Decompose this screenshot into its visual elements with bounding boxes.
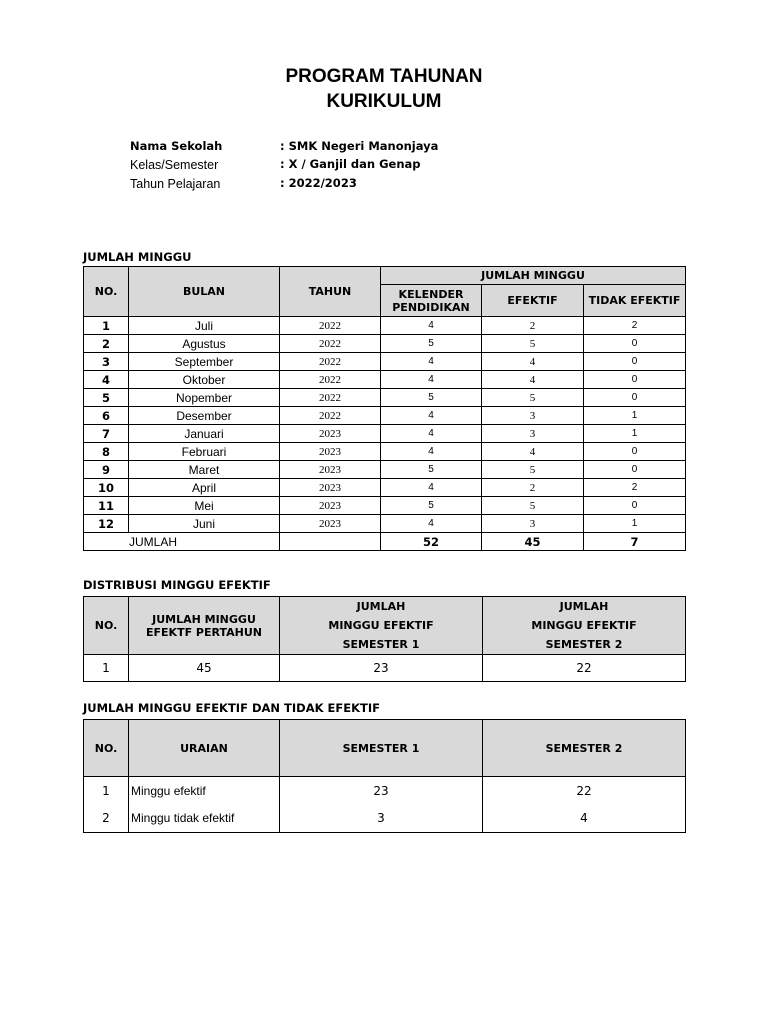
class-label: Kelas/Semester — [130, 158, 219, 172]
row-tahun: 2023 — [280, 497, 381, 515]
month-row — [84, 335, 686, 353]
row-kalender: 4 — [381, 317, 482, 335]
row-tahun: 2023 — [280, 443, 381, 461]
sum-sem1: 23 — [280, 777, 483, 805]
row-no: 7 — [84, 425, 129, 443]
summary-row — [84, 805, 686, 833]
row-tahun: 2022 — [280, 389, 381, 407]
sum-sem2: 4 — [483, 805, 686, 833]
row-tidak-efektif: 1 — [584, 515, 686, 533]
dist-header-sem2 — [483, 597, 686, 655]
row-tidak-efektif: 0 — [584, 353, 686, 371]
row-tidak-efektif: 0 — [584, 461, 686, 479]
row-bulan: Oktober — [129, 371, 280, 389]
month-row — [84, 353, 686, 371]
dist-header-sem2-line1: JUMLAH — [559, 600, 609, 613]
row-kalender: 5 — [381, 389, 482, 407]
row-no: 12 — [84, 515, 129, 533]
header-jumlah-minggu: JUMLAH MINGGU — [381, 267, 686, 285]
row-kalender: 4 — [381, 353, 482, 371]
row-kalender: 4 — [381, 407, 482, 425]
year-value: : 2022/2023 — [280, 176, 357, 190]
distribution-row — [84, 655, 686, 682]
total-tahun — [280, 533, 381, 551]
row-tidak-efektif: 0 — [584, 497, 686, 515]
dist-header-sem1-line3: SEMESTER 1 — [342, 638, 420, 651]
row-efektif: 4 — [482, 353, 584, 371]
row-efektif: 2 — [482, 317, 584, 335]
dist-sem2: 22 — [483, 655, 686, 682]
dist-header-no: NO. — [84, 597, 129, 655]
school-value: : SMK Negeri Manonjaya — [280, 139, 439, 153]
row-no: 11 — [84, 497, 129, 515]
sum-header-no: NO. — [84, 720, 129, 777]
month-row — [84, 407, 686, 425]
year-label: Tahun Pelajaran — [130, 177, 221, 191]
row-tahun: 2022 — [280, 353, 381, 371]
row-efektif: 5 — [482, 461, 584, 479]
header-efektif: EFEKTIF — [482, 285, 584, 317]
row-tidak-efektif: 0 — [584, 389, 686, 407]
row-kalender: 5 — [381, 461, 482, 479]
row-bulan: Nopember — [129, 389, 280, 407]
month-row — [84, 425, 686, 443]
row-efektif: 5 — [482, 335, 584, 353]
sum-header-uraian: URAIAN — [129, 720, 280, 777]
month-row — [84, 479, 686, 497]
month-row — [84, 371, 686, 389]
row-no: 9 — [84, 461, 129, 479]
total-row — [84, 533, 686, 551]
row-tahun: 2023 — [280, 515, 381, 533]
month-row — [84, 497, 686, 515]
row-tahun: 2022 — [280, 371, 381, 389]
sum-no: 2 — [84, 805, 129, 833]
summary-row — [84, 777, 686, 805]
dist-no: 1 — [84, 655, 129, 682]
sum-no: 1 — [84, 777, 129, 805]
sum-header-sem1: SEMESTER 1 — [280, 720, 483, 777]
dist-header-sem1 — [280, 597, 483, 655]
row-tahun: 2022 — [280, 317, 381, 335]
row-kalender: 5 — [381, 497, 482, 515]
sum-header-sem2: SEMESTER 2 — [483, 720, 686, 777]
sum-sem2: 22 — [483, 777, 686, 805]
row-bulan: Januari — [129, 425, 280, 443]
row-no: 10 — [84, 479, 129, 497]
row-efektif: 2 — [482, 479, 584, 497]
row-efektif: 5 — [482, 497, 584, 515]
row-kalender: 4 — [381, 425, 482, 443]
row-no: 1 — [84, 317, 129, 335]
row-no: 6 — [84, 407, 129, 425]
row-kalender: 4 — [381, 443, 482, 461]
row-tahun: 2023 — [280, 479, 381, 497]
row-tidak-efektif: 0 — [584, 443, 686, 461]
row-efektif: 3 — [482, 515, 584, 533]
sum-uraian: Minggu tidak efektif — [129, 805, 280, 833]
header-no: NO. — [84, 267, 129, 317]
distribution-table — [83, 596, 686, 682]
row-kalender: 5 — [381, 335, 482, 353]
sum-sem1: 3 — [280, 805, 483, 833]
total-efektif: 45 — [482, 533, 584, 551]
month-row — [84, 515, 686, 533]
row-no: 5 — [84, 389, 129, 407]
weeks-section-title: JUMLAH MINGGU — [83, 250, 192, 264]
summary-table — [83, 719, 686, 833]
row-no: 8 — [84, 443, 129, 461]
total-tidak-efektif: 7 — [584, 533, 686, 551]
row-kalender: 4 — [381, 371, 482, 389]
row-efektif: 5 — [482, 389, 584, 407]
row-tahun: 2023 — [280, 461, 381, 479]
row-bulan: April — [129, 479, 280, 497]
row-bulan: Juli — [129, 317, 280, 335]
total-label: JUMLAH — [84, 533, 280, 551]
dist-header-sem1-line2: MINGGU EFEKTIF — [328, 619, 434, 632]
month-row — [84, 389, 686, 407]
dist-sem1: 23 — [280, 655, 483, 682]
row-tidak-efektif: 0 — [584, 335, 686, 353]
row-efektif: 4 — [482, 371, 584, 389]
dist-header-sem2-line2: MINGGU EFEKTIF — [531, 619, 637, 632]
row-tahun: 2023 — [280, 425, 381, 443]
row-bulan: Februari — [129, 443, 280, 461]
row-tahun: 2022 — [280, 335, 381, 353]
dist-header-per-year: JUMLAH MINGGU EFEKTF PERTAHUN — [129, 597, 280, 655]
document-title: PROGRAM TAHUNAN — [285, 66, 483, 87]
header-kalender: KELENDER PENDIDIKAN — [381, 285, 482, 317]
row-bulan: Juni — [129, 515, 280, 533]
row-efektif: 3 — [482, 407, 584, 425]
month-row — [84, 317, 686, 335]
weeks-table — [83, 266, 686, 551]
header-tidak-efektif: TIDAK EFEKTIF — [584, 285, 686, 317]
row-no: 4 — [84, 371, 129, 389]
row-kalender: 4 — [381, 515, 482, 533]
row-kalender: 4 — [381, 479, 482, 497]
row-bulan: Agustus — [129, 335, 280, 353]
summary-section-title: JUMLAH MINGGU EFEKTIF DAN TIDAK EFEKTIF — [83, 701, 380, 715]
row-no: 3 — [84, 353, 129, 371]
row-bulan: Mei — [129, 497, 280, 515]
month-row — [84, 443, 686, 461]
row-no: 2 — [84, 335, 129, 353]
row-tidak-efektif: 1 — [584, 425, 686, 443]
row-tidak-efektif: 1 — [584, 407, 686, 425]
header-bulan: BULAN — [129, 267, 280, 317]
row-tahun: 2022 — [280, 407, 381, 425]
school-label: Nama Sekolah — [130, 139, 223, 153]
dist-header-sem2-line3: SEMESTER 2 — [545, 638, 623, 651]
row-tidak-efektif: 0 — [584, 371, 686, 389]
header-tahun: TAHUN — [280, 267, 381, 317]
total-kalender: 52 — [381, 533, 482, 551]
class-value: : X / Ganjil dan Genap — [280, 157, 421, 171]
row-efektif: 4 — [482, 443, 584, 461]
distribution-section-title: DISTRIBUSI MINGGU EFEKTIF — [83, 578, 271, 592]
row-bulan: September — [129, 353, 280, 371]
dist-per-year: 45 — [129, 655, 280, 682]
row-bulan: Desember — [129, 407, 280, 425]
row-bulan: Maret — [129, 461, 280, 479]
document-subtitle: KURIKULUM — [326, 91, 442, 112]
month-row — [84, 461, 686, 479]
sum-uraian: Minggu efektif — [129, 777, 280, 805]
dist-header-sem1-line1: JUMLAH — [356, 600, 406, 613]
row-tidak-efektif: 2 — [584, 479, 686, 497]
row-tidak-efektif: 2 — [584, 317, 686, 335]
row-efektif: 3 — [482, 425, 584, 443]
